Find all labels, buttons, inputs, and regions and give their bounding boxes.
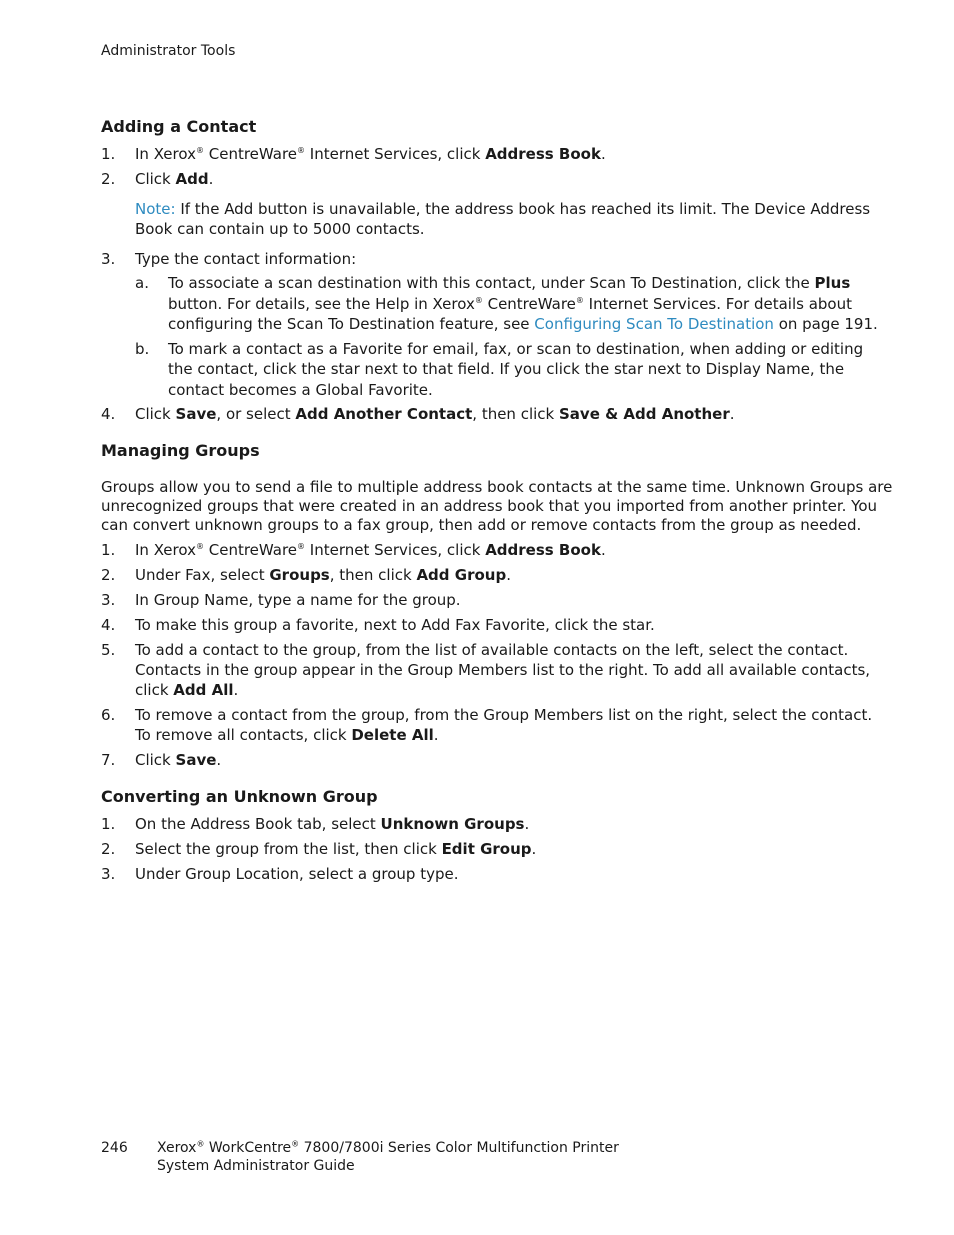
step-number: 7. (101, 751, 116, 769)
step-number: 1. (101, 541, 116, 559)
step-text: In Xerox® CentreWare® Internet Services, click Address Book. (135, 541, 606, 559)
step-text: Click Save. (135, 751, 222, 769)
substep-letter: a. (135, 274, 149, 292)
step-text: Click Add. (135, 170, 214, 188)
step-text: Under Group Location, select a group type. (135, 865, 459, 883)
step-number: 3. (101, 250, 116, 268)
step-text: Select the group from the list, then click Edit Group. (135, 840, 537, 858)
footer-product: Xerox® WorkCentre® 7800/7800i Series Color Multifunction Printer (157, 1139, 619, 1156)
step-number: 4. (101, 405, 116, 423)
step-text: On the Address Book tab, select Unknown Groups. (135, 815, 530, 833)
step-number: 2. (101, 170, 116, 188)
step-number: 2. (101, 566, 116, 584)
step-number: 4. (101, 616, 116, 634)
heading-converting-group: Converting an Unknown Group (101, 787, 378, 806)
step-number: 2. (101, 840, 116, 858)
step-text: Click Save, or select Add Another Contact, then click Save & Add Another. (135, 405, 735, 423)
running-header: Administrator Tools (101, 43, 236, 59)
step-number: 3. (101, 865, 116, 883)
step-text: Under Fax, select Groups, then click Add Group. (135, 566, 511, 584)
step-number: 1. (101, 815, 116, 833)
step-text: Type the contact information: (135, 250, 357, 268)
step-number: 6. (101, 706, 116, 724)
note-label: Note: (135, 200, 176, 218)
step-text: In Xerox® CentreWare® Internet Services, click Address Book. (135, 145, 606, 163)
page-number: 246 (101, 1140, 128, 1156)
footer-guide: System Administrator Guide (157, 1158, 355, 1174)
heading-managing-groups: Managing Groups (101, 441, 260, 460)
step-text: In Group Name, type a name for the group. (135, 591, 461, 609)
step-number: 5. (101, 641, 116, 659)
heading-adding-contact: Adding a Contact (101, 117, 257, 136)
step-number: 1. (101, 145, 116, 163)
step-text: To make this group a favorite, next to Add Fax Favorite, click the star. (135, 616, 655, 634)
configuring-scan-link[interactable]: Configuring Scan To Destination (534, 315, 774, 333)
substep-letter: b. (135, 340, 150, 358)
step-number: 3. (101, 591, 116, 609)
